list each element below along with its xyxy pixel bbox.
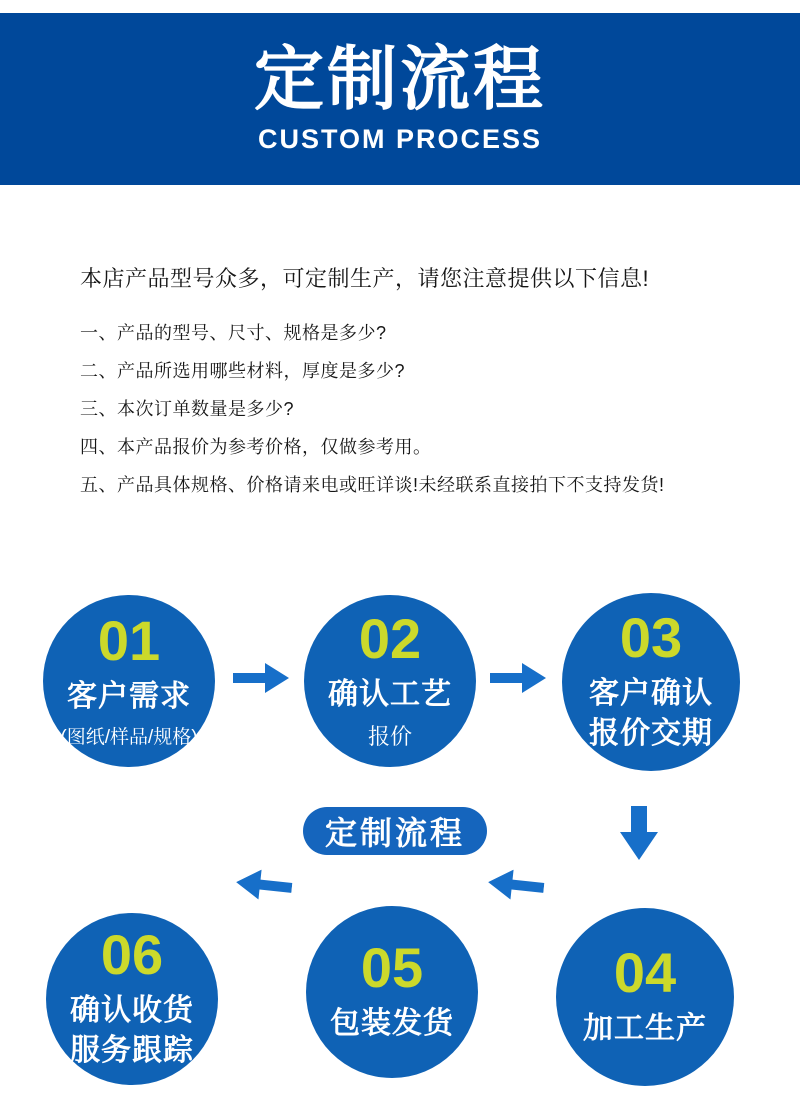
flow-step-01 [43,595,215,767]
note-item-4: 四、本产品报价为参考价格，仅做参考用。 [80,437,432,457]
flow-step-02 [304,595,476,767]
flow-step-05 [306,906,478,1078]
arrow-down-icon [620,806,658,860]
step-sublabel: (图纸/样品/规格) [60,727,198,749]
note-item-1: 一、产品的型号、尺寸、规格是多少? [80,323,387,343]
page-title: 定制流程 [254,39,546,118]
note-item-3: 三、本次订单数量是多少? [80,399,295,419]
step-sublabel: 报价 [367,724,412,750]
flow-badge: 定制流程 [303,807,487,855]
flow-step-04 [556,908,734,1086]
note-item-2: 二、产品所选用哪些材料，厚度是多少? [80,361,406,381]
step-label: 确认收货 [70,993,194,1027]
step-label-line2: 服务跟踪 [70,1034,194,1067]
step-label: 确认工艺 [328,677,452,711]
intro-text: 本店产品型号众多，可定制生产，请您注意提供以下信息! [80,266,650,291]
notes-list [80,322,760,512]
step-label-line2: 报价交期 [589,717,713,750]
step-number: 03 [619,605,683,669]
step-label: 客户需求 [67,679,191,713]
arrow-right-icon [233,663,289,693]
flow-step-06 [46,913,218,1085]
arrow-left-icon [235,867,294,903]
step-number: 02 [358,606,422,670]
arrow-right-icon [490,663,546,693]
banner [0,13,800,185]
step-number: 01 [97,608,161,672]
page-subtitle: CUSTOM PROCESS [257,124,543,155]
step-label: 包装发货 [330,1006,454,1040]
flow-step-03 [562,593,740,771]
arrow-left-icon [487,867,546,903]
step-number: 05 [360,935,424,999]
step-number: 06 [100,922,164,986]
note-item-5: 五、产品具体规格、价格请来电或旺详谈!未经联系直接拍下不支持发货! [80,475,665,495]
step-label: 客户确认 [589,676,713,710]
step-number: 04 [613,940,677,1004]
step-label: 加工生产 [583,1011,707,1045]
